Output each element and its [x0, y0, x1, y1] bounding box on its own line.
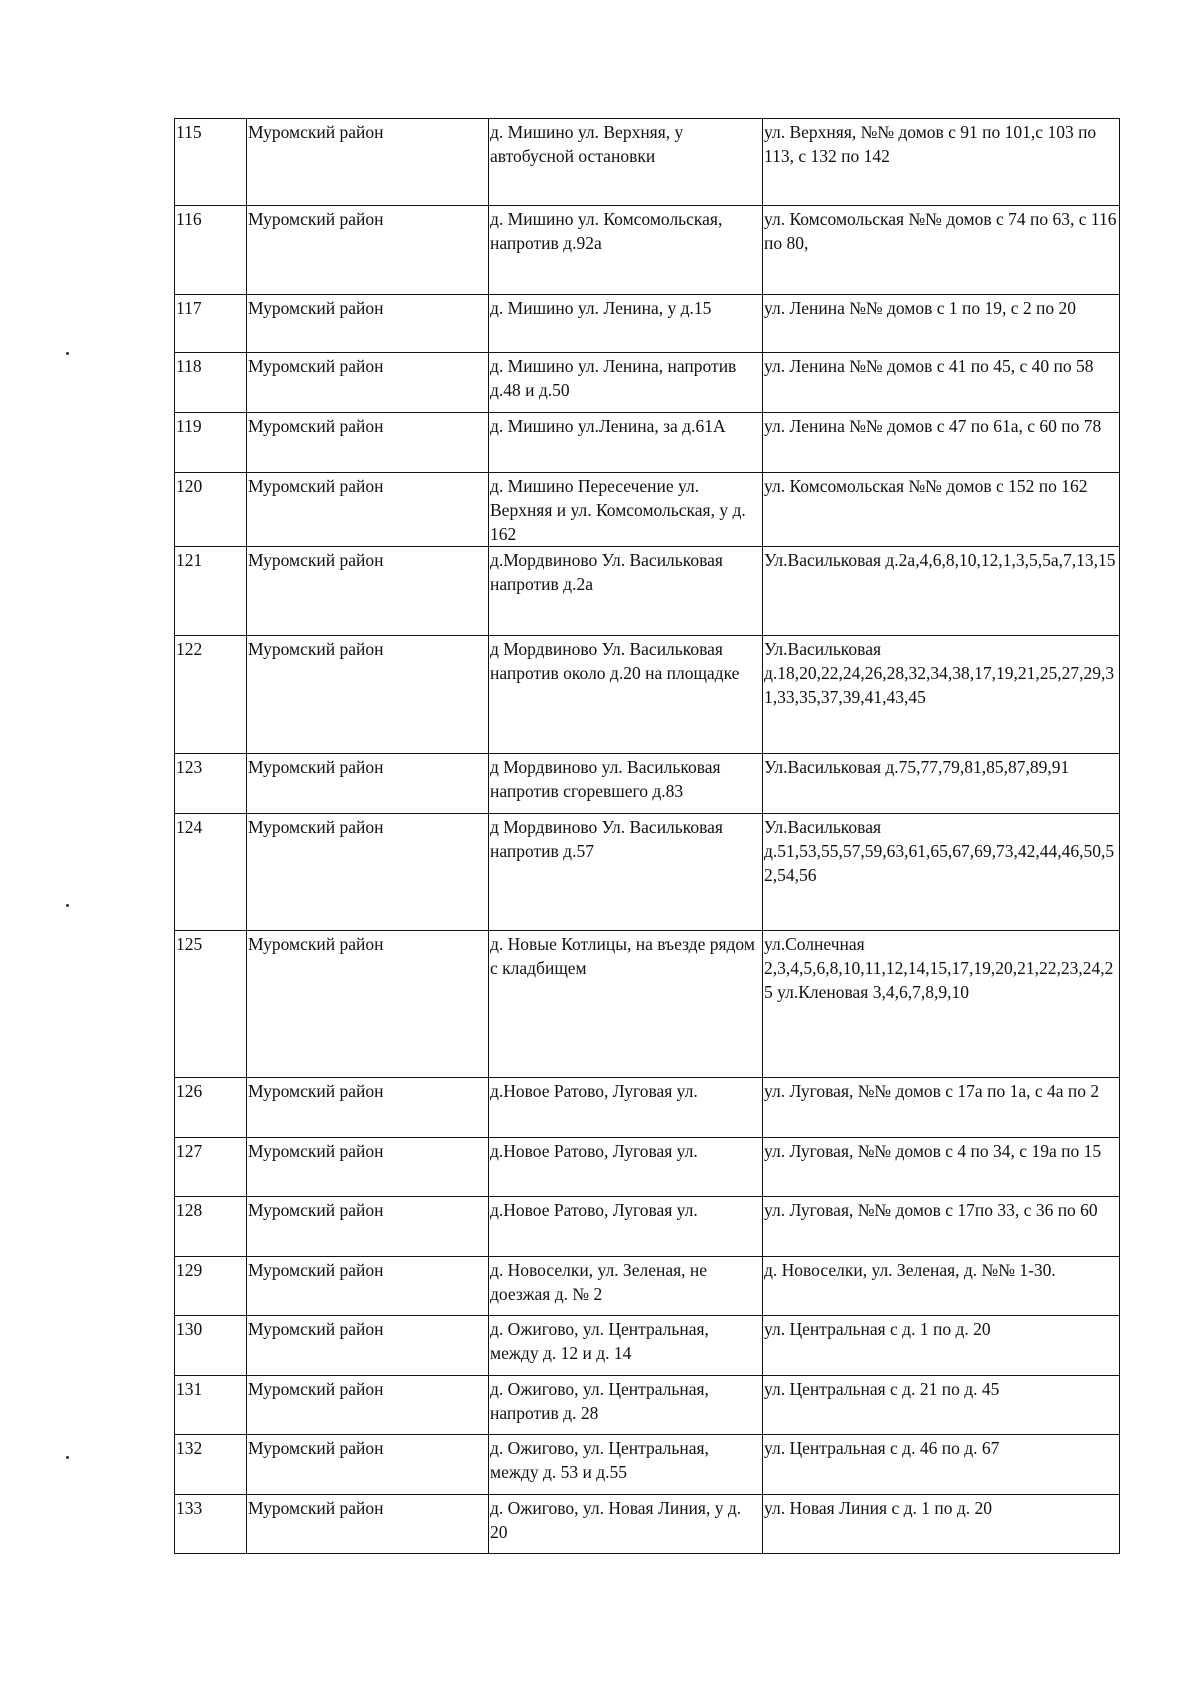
table-row — [175, 1257, 1120, 1316]
cell-number: 130 — [175, 1316, 247, 1376]
cell-number: 132 — [175, 1435, 247, 1495]
table-body — [175, 119, 1120, 1554]
table-row — [175, 931, 1120, 1078]
cell-district: Муромский район — [247, 1376, 489, 1435]
scan-speck — [66, 352, 69, 355]
cell-district: Муромский район — [247, 814, 489, 931]
cell-number: 131 — [175, 1376, 247, 1435]
cell-number: 129 — [175, 1257, 247, 1316]
cell-houses: ул. Центральная с д. 46 по д. 67 — [763, 1435, 1120, 1495]
collection-points-table — [174, 118, 1120, 1554]
cell-location: д Мордвиново ул. Васильковая напротив сгоревшего д.83 — [489, 754, 763, 814]
cell-houses: д. Новоселки, ул. Зеленая, д. №№ 1-30. — [763, 1257, 1120, 1316]
cell-district: Муромский район — [247, 119, 489, 206]
cell-houses: ул. Центральная с д. 1 по д. 20 — [763, 1316, 1120, 1376]
cell-location: д. Ожигово, ул. Центральная, между д. 53 и д.55 — [489, 1435, 763, 1495]
cell-district: Муромский район — [247, 295, 489, 353]
cell-number: 125 — [175, 931, 247, 1078]
cell-district: Муромский район — [247, 353, 489, 413]
table-row — [175, 295, 1120, 353]
cell-district: Муромский район — [247, 1078, 489, 1138]
cell-location: д.Новое Ратово, Луговая ул. — [489, 1197, 763, 1257]
cell-district: Муромский район — [247, 473, 489, 547]
cell-houses: ул. Ленина №№ домов с 41 по 45, с 40 по 58 — [763, 353, 1120, 413]
cell-location: д Мордвиново Ул. Васильковая напротив около д.20 на площадке — [489, 636, 763, 754]
table-row — [175, 206, 1120, 295]
cell-location: д. Ожигово, ул. Центральная, напротив д. 28 — [489, 1376, 763, 1435]
cell-number: 119 — [175, 413, 247, 473]
cell-location: д. Ожигово, ул. Новая Линия, у д. 20 — [489, 1495, 763, 1554]
cell-number: 126 — [175, 1078, 247, 1138]
cell-number: 124 — [175, 814, 247, 931]
cell-district: Муромский район — [247, 1316, 489, 1376]
table-row — [175, 1435, 1120, 1495]
cell-houses: ул. Луговая, №№ домов с 17а по 1а, с 4а по 2 — [763, 1078, 1120, 1138]
table-row — [175, 1495, 1120, 1554]
cell-location: д. Новые Котлицы, на въезде рядом с кладбищем — [489, 931, 763, 1078]
cell-district: Муромский район — [247, 206, 489, 295]
cell-number: 127 — [175, 1138, 247, 1197]
table-row — [175, 814, 1120, 931]
cell-houses: ул. Комсомольская №№ домов с 74 по 63, с 116 по 80, — [763, 206, 1120, 295]
cell-number: 133 — [175, 1495, 247, 1554]
cell-number: 115 — [175, 119, 247, 206]
table-row — [175, 547, 1120, 636]
cell-district: Муромский район — [247, 1138, 489, 1197]
cell-number: 128 — [175, 1197, 247, 1257]
cell-houses: ул.Солнечная 2,3,4,5,6,8,10,11,12,14,15,17,19,20,21,22,23,24,25 ул.Кленовая 3,4,6,7,8,9,10 — [763, 931, 1120, 1078]
cell-number: 123 — [175, 754, 247, 814]
cell-location: д. Мишино ул. Комсомольская, напротив д.92а — [489, 206, 763, 295]
table-row — [175, 119, 1120, 206]
cell-district: Муромский район — [247, 636, 489, 754]
table-row — [175, 1078, 1120, 1138]
cell-location: д. Ожигово, ул. Центральная, между д. 12 и д. 14 — [489, 1316, 763, 1376]
table-row — [175, 1376, 1120, 1435]
cell-number: 117 — [175, 295, 247, 353]
cell-houses: Ул.Васильковая д.75,77,79,81,85,87,89,91 — [763, 754, 1120, 814]
cell-houses: ул. Центральная с д. 21 по д. 45 — [763, 1376, 1120, 1435]
table-row — [175, 636, 1120, 754]
cell-number: 116 — [175, 206, 247, 295]
cell-houses: ул. Луговая, №№ домов с 4 по 34, с 19а по 15 — [763, 1138, 1120, 1197]
cell-district: Муромский район — [247, 547, 489, 636]
table-row — [175, 1316, 1120, 1376]
scan-speck — [66, 904, 69, 907]
cell-district: Муромский район — [247, 931, 489, 1078]
cell-location: д. Мишино Пересечение ул. Верхняя и ул. Комсомольская, у д. 162 — [489, 473, 763, 547]
cell-houses: ул. Ленина №№ домов с 1 по 19, с 2 по 20 — [763, 295, 1120, 353]
table-row — [175, 1197, 1120, 1257]
cell-number: 120 — [175, 473, 247, 547]
table-row — [175, 754, 1120, 814]
cell-district: Муромский район — [247, 1257, 489, 1316]
cell-district: Муромский район — [247, 1197, 489, 1257]
cell-houses: Ул.Васильковая д.2а,4,6,8,10,12,1,3,5,5а,7,13,15 — [763, 547, 1120, 636]
table-row — [175, 353, 1120, 413]
table-row — [175, 1138, 1120, 1197]
cell-houses: ул. Комсомольская №№ домов с 152 по 162 — [763, 473, 1120, 547]
cell-district: Муромский район — [247, 1435, 489, 1495]
cell-houses: ул. Луговая, №№ домов с 17по 33, с 36 по 60 — [763, 1197, 1120, 1257]
cell-number: 122 — [175, 636, 247, 754]
cell-location: д. Новоселки, ул. Зеленая, не доезжая д. № 2 — [489, 1257, 763, 1316]
cell-district: Муромский район — [247, 1495, 489, 1554]
cell-location: д. Мишино ул. Ленина, у д.15 — [489, 295, 763, 353]
cell-houses: Ул.Васильковая д.51,53,55,57,59,63,61,65,67,69,73,42,44,46,50,52,54,56 — [763, 814, 1120, 931]
cell-location: д. Мишино ул. Ленина, напротив д.48 и д.50 — [489, 353, 763, 413]
cell-houses: ул. Ленина №№ домов с 47 по 61а, с 60 по 78 — [763, 413, 1120, 473]
cell-houses: ул. Верхняя, №№ домов с 91 по 101,с 103 по 113, с 132 по 142 — [763, 119, 1120, 206]
cell-number: 118 — [175, 353, 247, 413]
cell-houses: Ул.Васильковая д.18,20,22,24,26,28,32,34,38,17,19,21,25,27,29,31,33,35,37,39,41,43,45 — [763, 636, 1120, 754]
cell-houses: ул. Новая Линия с д. 1 по д. 20 — [763, 1495, 1120, 1554]
cell-location: д.Мордвиново Ул. Васильковая напротив д.2а — [489, 547, 763, 636]
cell-location: д.Новое Ратово, Луговая ул. — [489, 1138, 763, 1197]
cell-location: д. Мишино ул.Ленина, за д.61А — [489, 413, 763, 473]
cell-district: Муромский район — [247, 413, 489, 473]
table-row — [175, 473, 1120, 547]
cell-district: Муромский район — [247, 754, 489, 814]
cell-location: д. Мишино ул. Верхняя, у автобусной остановки — [489, 119, 763, 206]
scan-speck — [66, 1456, 69, 1459]
table-row — [175, 413, 1120, 473]
cell-location: д.Новое Ратово, Луговая ул. — [489, 1078, 763, 1138]
cell-number: 121 — [175, 547, 247, 636]
cell-location: д Мордвиново Ул. Васильковая напротив д.57 — [489, 814, 763, 931]
